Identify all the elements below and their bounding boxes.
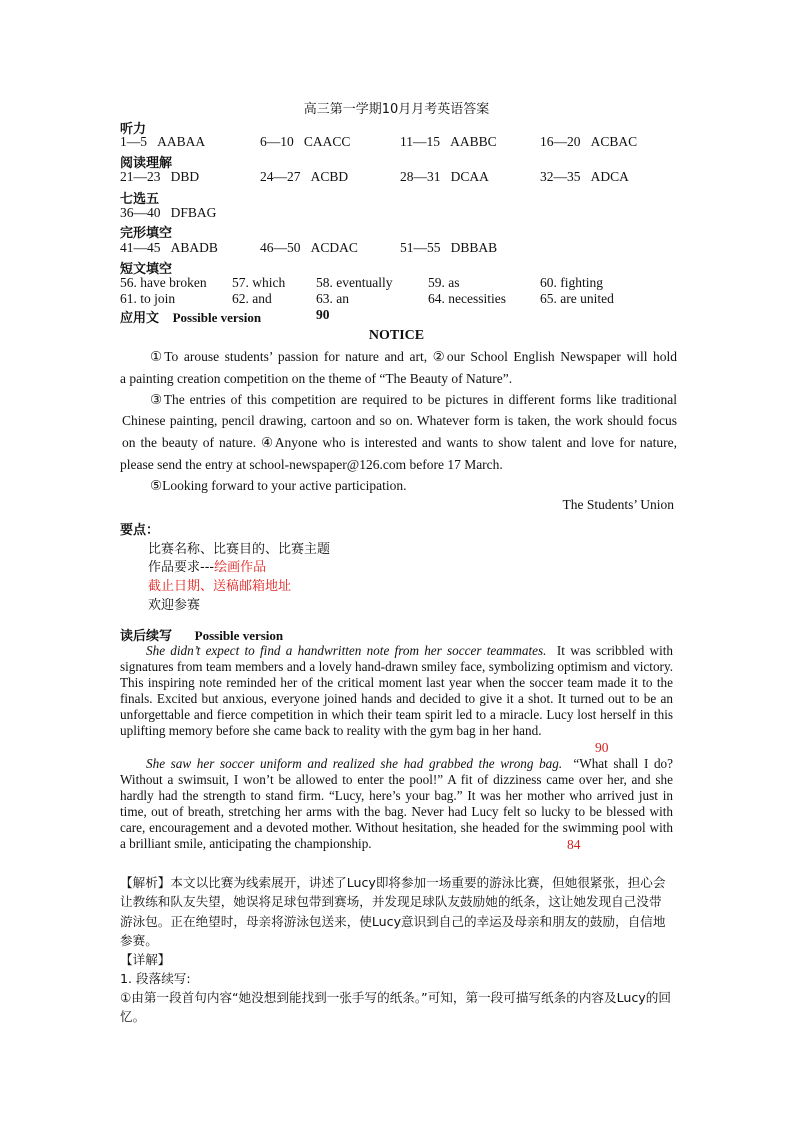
fill-item: 64. necessities <box>428 291 506 306</box>
notice-paragraph: a painting creation competition on the theme of “The Beauty of Nature”. <box>120 371 513 386</box>
cloze-heading: 完形填空 <box>120 226 173 241</box>
key-points-heading: 要点： <box>120 523 160 538</box>
notice-paragraph: ⑤Looking forward to your active participation. <box>150 478 407 493</box>
answer-group: 41—45 ABADB <box>120 240 218 255</box>
detail-heading: 【详解】 <box>120 952 171 967</box>
notice-signoff: The Students’ Union <box>562 497 674 512</box>
fill-item: 63. an <box>316 291 349 306</box>
fill-item: 65. are united <box>540 291 614 306</box>
key-point: 作品要求---绘画作品 <box>148 560 267 575</box>
answer-group: 51—55 DBBAB <box>400 240 498 255</box>
applied-writing-score: 90 <box>316 307 330 322</box>
key-point: 截止日期、送稿邮箱地址 <box>148 579 292 594</box>
fill-item: 62. and <box>232 291 272 306</box>
answer-group: 11—15 AABBC <box>400 134 497 149</box>
continuation-paragraph-1: She didn’t expect to find a handwritten note from her soccer teammates. It was scribbled with signatures from team members and a lovely hand-drawn smiley face, symbolizing optimism and victory. This inspiring note reminded her of the critical moment last year when the soccer team made it to the finals. Excited but anxious, everyone joined hands and decided to give it a shot. It turned out to be an unforgettable and fierce competition in which their team spirit led to a miracle. Lucy lost herself in this uplifting memory before she came back to reality with the gym bag in her hand. <box>120 643 673 739</box>
fill-item: 58. eventually <box>316 275 393 290</box>
continuation-heading: 读后续写 Possible version <box>120 628 284 644</box>
answer-group: 46—50 ACDAC <box>260 240 358 255</box>
answer-group: 21—23 DBD <box>120 169 200 184</box>
notice-paragraph: on the beauty of nature. ④Anyone who is interested and wants to show talent and love for nature, <box>122 435 677 450</box>
analysis-paragraph: 【解析】本文以比赛为线索展开，讲述了Lucy即将参加一场重要的游泳比赛，但她很紧张，担心会让教练和队友失望，她误将足球包带到赛场，并发现足球队友鼓励她的纸条，这让她发现自己没带游泳包。正在绝望时，母亲将游泳包送来，使Lucy意识到自己的幸运及母亲和朋友的鼓励，自信地参赛。 <box>120 875 666 949</box>
possible-version-label: Possible version <box>172 310 262 325</box>
answer-group: 24—27 ACBD <box>260 169 349 184</box>
seven-choose-five-heading: 七选五 <box>120 192 160 207</box>
key-point: 欢迎参赛 <box>148 598 201 613</box>
grammar-fill-heading: 短文填空 <box>120 262 173 277</box>
applied-writing-heading: 应用文 Possible version <box>120 310 262 326</box>
fill-item: 56. have broken <box>120 275 207 290</box>
paragraph-score: 90 <box>595 740 609 755</box>
detail-subheading: 1. 段落续写: <box>120 971 191 986</box>
fill-item: 60. fighting <box>540 275 603 290</box>
notice-paragraph: Chinese painting, pencil drawing, cartoon and so on. Whatever form is taken, the work should focus <box>122 413 677 428</box>
paragraph-score: 84 <box>567 837 581 852</box>
answer-group: 6—10 CAACC <box>260 134 351 149</box>
listening-heading: 听力 <box>120 122 147 137</box>
fill-item: 57. which <box>232 275 286 290</box>
notice-title: NOTICE <box>368 328 425 343</box>
answer-group: 1—5 AABAA <box>120 134 206 149</box>
answer-group: 32—35 ADCA <box>540 169 629 184</box>
fill-item: 61. to join <box>120 291 176 306</box>
possible-version-label: Possible version <box>194 628 284 643</box>
notice-paragraph: ①To arouse students’ passion for nature and art, ②our School English Newspaper will hold <box>150 349 677 364</box>
continuation-paragraph-2: She saw her soccer uniform and realized she had grabbed the wrong bag. “What shall I do? Without a swimsuit, I won’t be allowed to enter the pool!” A fit of dizziness came over her, and she hardly had the strength to stand firm. “Lucy, here’s your bag.” It was her mother who arrived just in time, out of breath, stretching her arms with the bag. Never had Lucy felt so lucky to be blessed with care, encouragement and a devoted mother. Without hesitation, she headed for the swimming pool with a brilliant smile, anticipating the championship. <box>120 756 673 852</box>
page-title: 高三第一学期10月月考英语答案 <box>303 102 490 117</box>
answer-group: 28—31 DCAA <box>400 169 489 184</box>
notice-paragraph: ③The entries of this competition are required to be pictures in different forms like traditional <box>150 392 677 407</box>
detail-point: ①由第一段首句内容“她没想到能找到一张手写的纸条。”可知，第一段可描写纸条的内容及Lucy的回忆。 <box>120 990 671 1025</box>
answer-group: 16—20 ACBAC <box>540 134 638 149</box>
notice-paragraph: please send the entry at school-newspaper@126.com before 17 March. <box>120 457 503 472</box>
answer-group: 36—40 DFBAG <box>120 205 217 220</box>
key-point: 比赛名称、比赛目的、比赛主题 <box>148 542 331 557</box>
reading-heading: 阅读理解 <box>120 156 173 171</box>
fill-item: 59. as <box>428 275 460 290</box>
